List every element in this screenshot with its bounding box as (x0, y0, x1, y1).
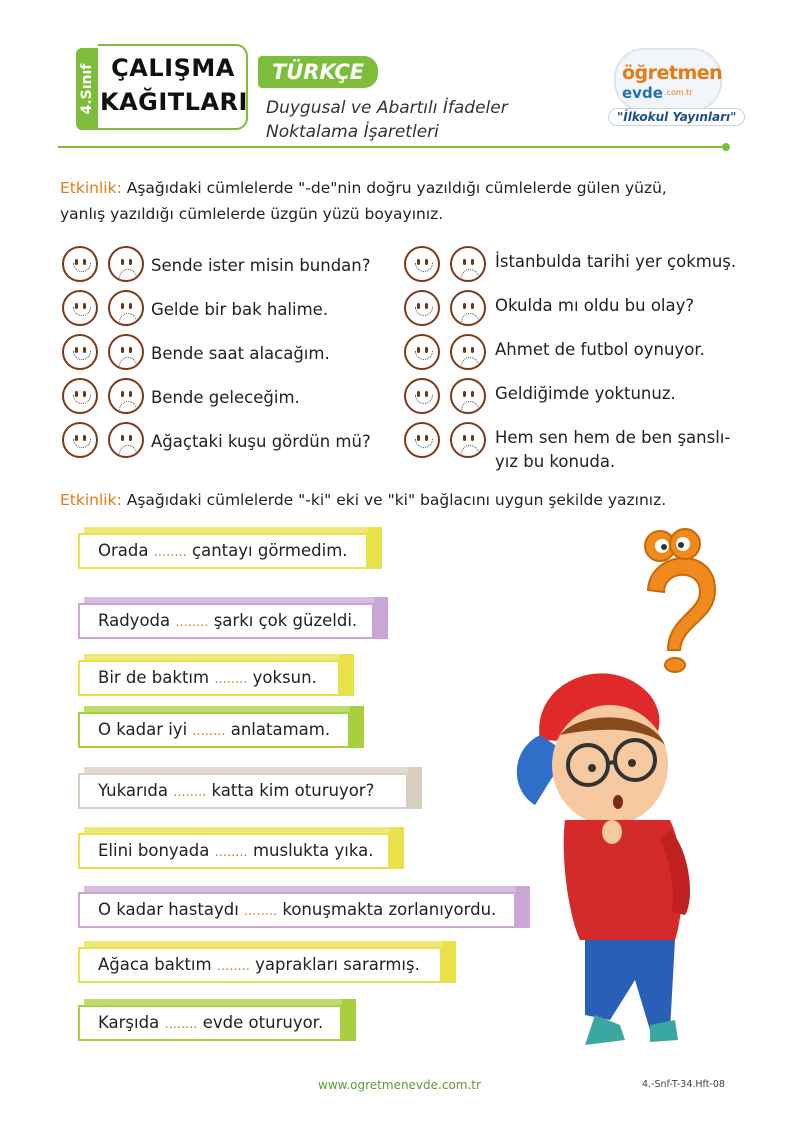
strip-side-edge (374, 597, 388, 639)
sad-face-icon[interactable] (450, 422, 486, 458)
sentence-left: Ağaçtaki kuşu gördün mü? (151, 432, 371, 451)
sad-face-icon[interactable] (450, 290, 486, 326)
sad-face-icon[interactable] (108, 246, 144, 282)
fill-in-sentence-strip[interactable] (78, 947, 442, 983)
smiley-face-icon[interactable] (62, 378, 98, 414)
strip-side-edge (442, 941, 456, 983)
sentence-before: Ağaca baktım (98, 955, 212, 974)
fill-in-sentence-strip[interactable] (78, 1005, 342, 1041)
fill-in-sentence-strip[interactable] (78, 603, 374, 639)
sentence-left: Sende ister misin bundan? (151, 256, 371, 275)
sentence-left: Bende geleceğim. (151, 388, 300, 407)
sentence-before: Orada (98, 541, 149, 560)
sentence-after: konuşmakta zorlanıyordu. (282, 900, 497, 919)
logo-domain: .com.tr (664, 88, 693, 97)
sad-face-icon[interactable] (450, 334, 486, 370)
sad-face-icon[interactable] (108, 290, 144, 326)
blank-dots[interactable]: ........ (164, 1017, 198, 1032)
smiley-face-icon[interactable] (62, 334, 98, 370)
boy-illustration (500, 520, 740, 1060)
logo-tagline: "İlkokul Yayınları" (608, 108, 745, 126)
sentence-before: Elini bonyada (98, 841, 210, 860)
strip-side-edge (350, 706, 364, 748)
sad-face-icon[interactable] (450, 378, 486, 414)
fill-in-sentence-strip[interactable] (78, 533, 368, 569)
grade-label: 4.Sınıf (79, 63, 95, 115)
fill-in-sentence-strip[interactable] (78, 773, 408, 809)
strip-side-edge (368, 527, 382, 569)
blank-dots[interactable]: ........ (153, 545, 187, 560)
sentence-before: Radyoda (98, 611, 171, 630)
topic-line-2: Noktalama İşaretleri (266, 122, 439, 142)
sentence-left: Gelde bir bak halime. (151, 300, 329, 319)
sentence-after: anlatamam. (230, 720, 331, 739)
blank-dots[interactable]: ........ (173, 785, 207, 800)
sentence-after: evde oturuyor. (202, 1013, 324, 1032)
fill-in-sentence-strip[interactable] (78, 660, 340, 696)
strip-side-edge (342, 999, 356, 1041)
activity1-instruction (60, 175, 740, 227)
title-line-1: ÇALIŞMA (111, 54, 235, 82)
subject-badge: TÜRKÇE (258, 56, 378, 88)
topic-line-1: Duygusal ve Abartılı İfadeler (266, 98, 508, 118)
sentence-after: şarkı çok güzeldi. (213, 611, 358, 630)
sentence-after: yoksun. (252, 668, 317, 687)
sentence-before: Yukarıda (98, 781, 168, 800)
strip-side-edge (408, 767, 422, 809)
strip-side-edge (390, 827, 404, 869)
strip-side-edge (340, 654, 354, 696)
blank-dots[interactable]: ........ (244, 904, 278, 919)
sentence-right: Okulda mı oldu bu olay? (495, 296, 695, 315)
sentence-right: Hem sen hem de ben şanslı- (495, 428, 731, 447)
activity2-instruction (60, 487, 740, 513)
blank-dots[interactable]: ........ (214, 672, 248, 687)
sentence-right: Geldiğimde yoktunuz. (495, 384, 676, 403)
smiley-face-icon[interactable] (62, 246, 98, 282)
smiley-face-icon[interactable] (404, 290, 440, 326)
activity2-instruction-text: Aşağıdaki cümlelerde "-ki" eki ve "ki" bağlacını uygun şekilde yazınız. (126, 491, 667, 509)
sentence-after: katta kim oturuyor? (211, 781, 375, 800)
sentence-before: Bir de baktım (98, 668, 210, 687)
sad-face-icon[interactable] (108, 422, 144, 458)
smiley-face-icon[interactable] (62, 290, 98, 326)
logo-text-evde: evde (622, 84, 663, 102)
smiley-face-icon[interactable] (404, 378, 440, 414)
smiley-face-icon[interactable] (404, 334, 440, 370)
sentence-after: çantayı görmedim. (192, 541, 348, 560)
question-mark-icon (645, 529, 715, 672)
fill-in-sentence-strip[interactable] (78, 833, 390, 869)
sentence-right: İstanbulda tarihi yer çokmuş. (495, 252, 737, 271)
sentence-left: Bende saat alacağım. (151, 344, 330, 363)
blank-dots[interactable]: ........ (175, 615, 209, 630)
sentence-after: yaprakları sararmış. (255, 955, 420, 974)
footer-url[interactable]: www.ogretmenevde.com.tr (318, 1078, 481, 1092)
sentence-right: Ahmet de futbol oynuyor. (495, 340, 705, 359)
sentence-after: muslukta yıka. (252, 841, 374, 860)
blank-dots[interactable]: ........ (214, 845, 248, 860)
sad-face-icon[interactable] (108, 334, 144, 370)
smiley-face-icon[interactable] (404, 422, 440, 458)
activity1-instruction-line2: yanlış yazıldığı cümlelerde üzgün yüzü boyayınız. (60, 205, 444, 223)
blank-dots[interactable]: ........ (216, 959, 250, 974)
footer-code: 4.-Snf-T-34.Hft-08 (642, 1079, 725, 1090)
sentence-before: Karşıda (98, 1013, 160, 1032)
activity1-instruction-line1: Aşağıdaki cümlelerde "-de"nin doğru yazıldığı cümlelerde gülen yüzü, (126, 179, 667, 197)
activity2-label: Etkinlik: (60, 491, 122, 509)
title-line-2: KAĞITLARI (100, 88, 248, 116)
sentence-before: O kadar iyi (98, 720, 188, 739)
logo-text-main: öğretmen (622, 62, 723, 84)
header-divider (58, 146, 726, 148)
sentence-before: O kadar hastaydı (98, 900, 239, 919)
sentence-right-continued: yız bu konuda. (495, 452, 616, 471)
smiley-face-icon[interactable] (404, 246, 440, 282)
fill-in-sentence-strip[interactable] (78, 712, 350, 748)
activity1-label: Etkinlik: (60, 179, 122, 197)
header-divider-dot (722, 143, 730, 151)
smiley-face-icon[interactable] (62, 422, 98, 458)
sad-face-icon[interactable] (450, 246, 486, 282)
blank-dots[interactable]: ........ (192, 724, 226, 739)
fill-in-sentence-strip[interactable] (78, 892, 516, 928)
sad-face-icon[interactable] (108, 378, 144, 414)
